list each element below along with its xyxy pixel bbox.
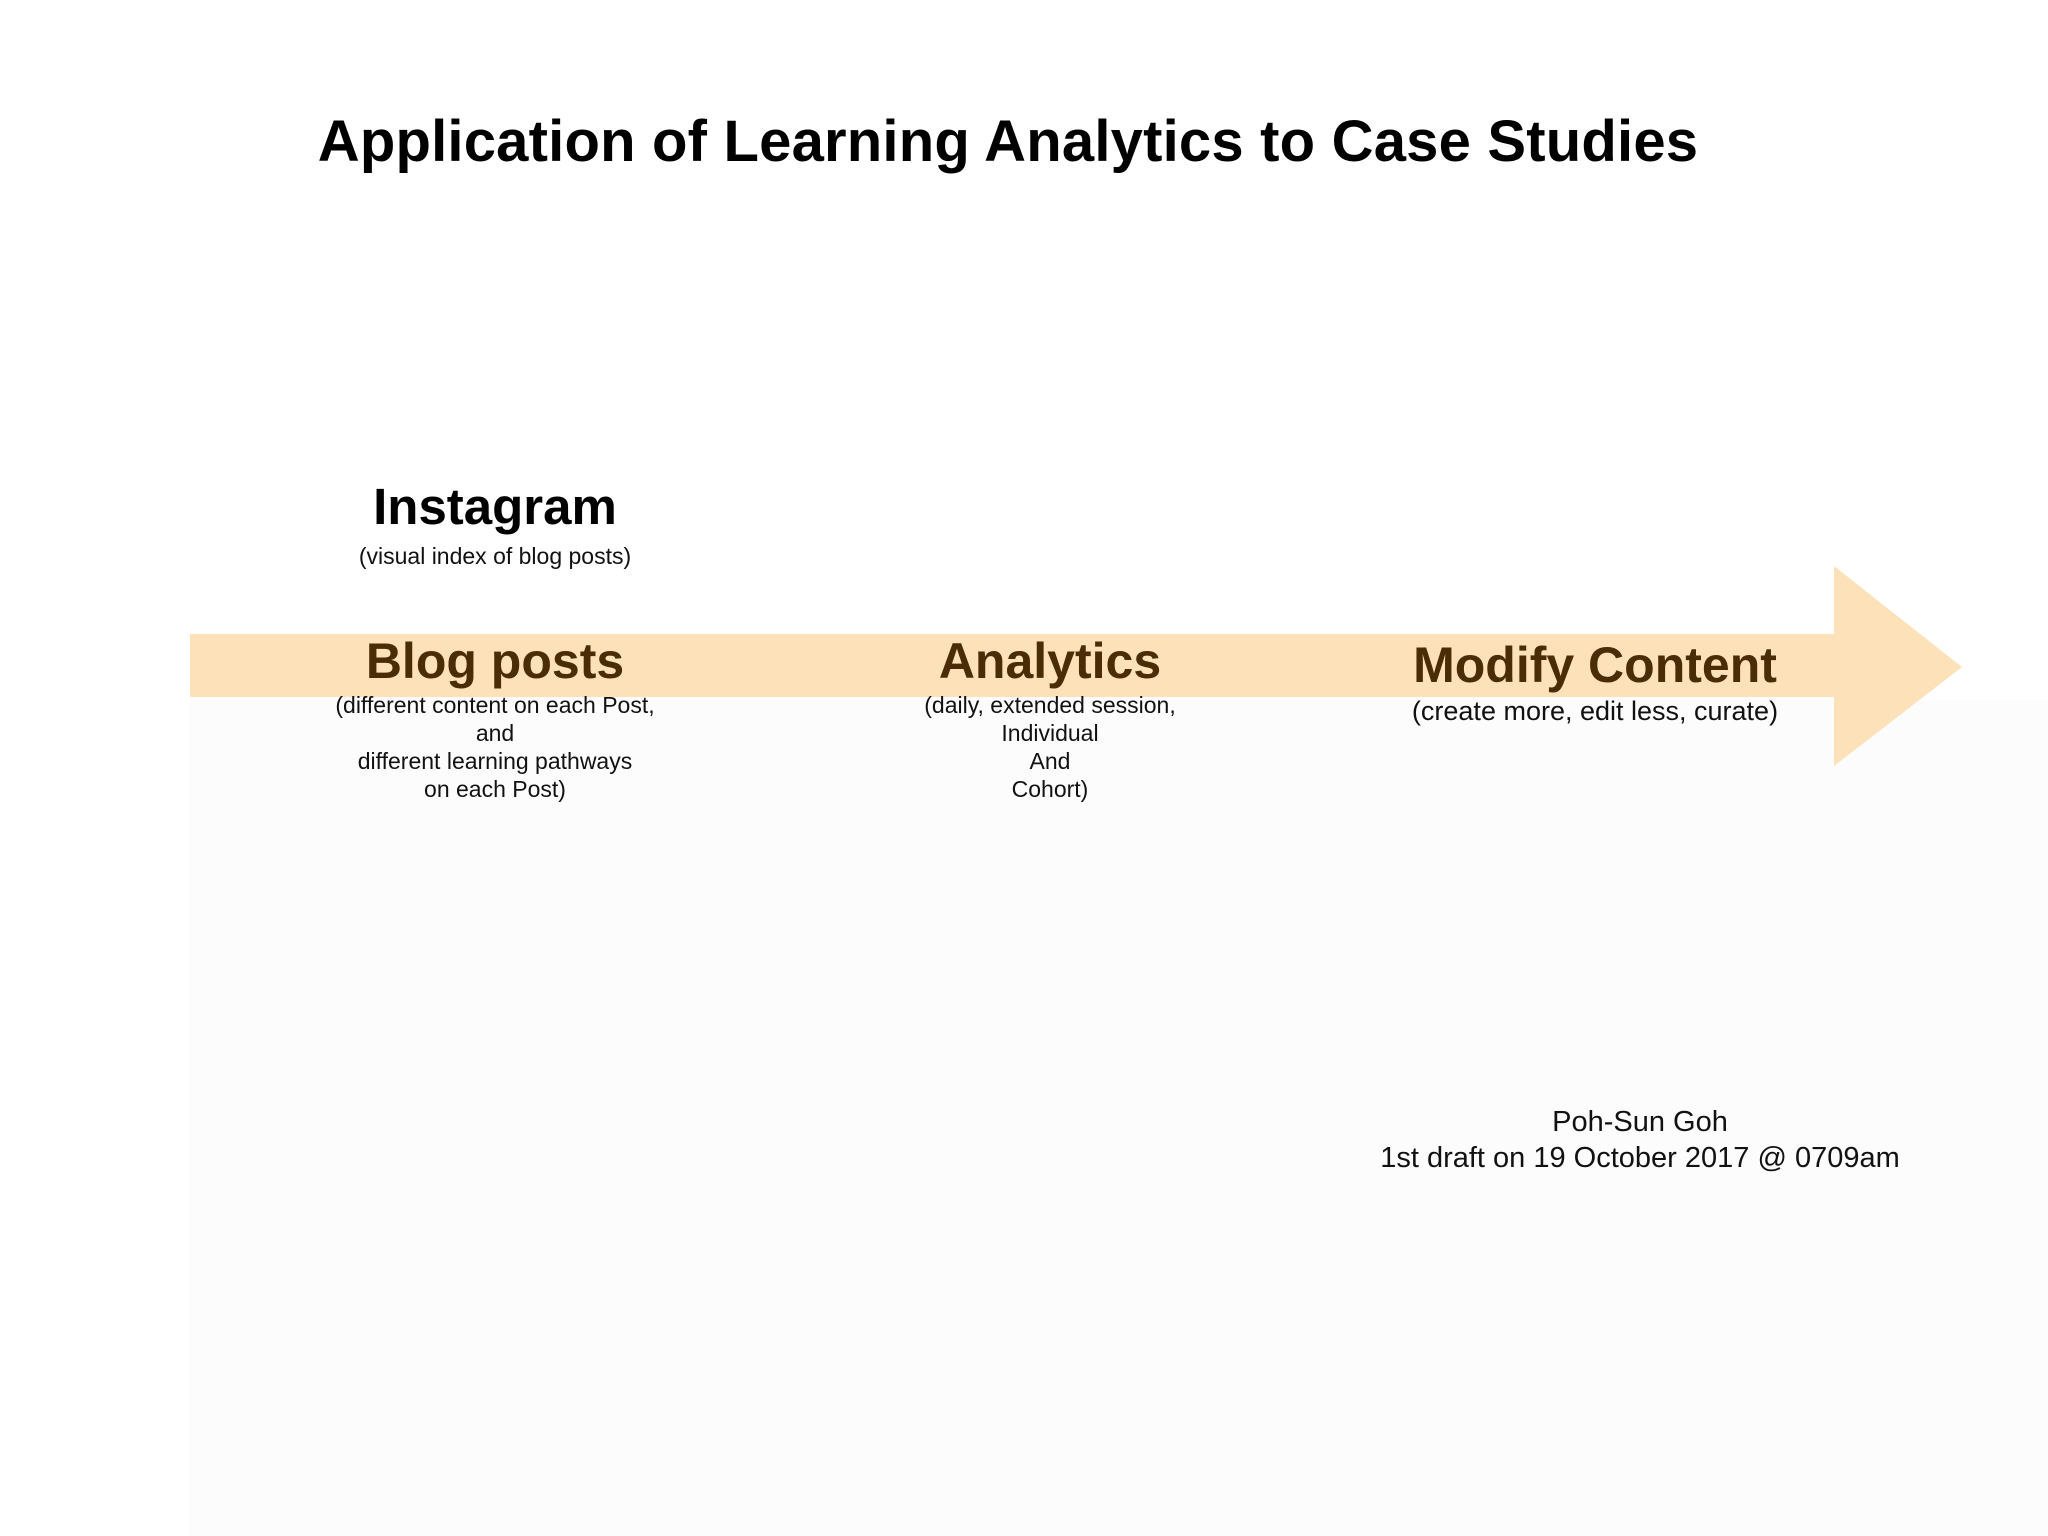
analytics-title: Analytics: [938, 633, 1162, 689]
analytics-subtitle: (daily, extended session, Individual And Cohort): [924, 692, 1176, 802]
modify-content-title: Modify Content: [1413, 637, 1777, 693]
page-title: Application of Learning Analytics to Case Studies: [317, 109, 1699, 174]
instagram-title: Instagram: [373, 478, 617, 535]
credit-block: [1340, 1104, 1940, 1176]
blog-posts-node: [300, 633, 690, 803]
modify-content-subtitle: (create more, edit less, curate): [1411, 696, 1779, 726]
analytics-node: [880, 633, 1220, 803]
modify-content-node: [1370, 637, 1820, 727]
instagram-subtitle: (visual index of blog posts): [358, 543, 632, 569]
draft-date: 1st draft on 19 October 2017 @ 0709am: [1380, 1142, 1900, 1174]
instagram-node: [340, 478, 650, 570]
blog-posts-subtitle: (different content on each Post, and different learning pathways on each Post): [335, 692, 655, 802]
author-name: Poh-Sun Goh: [1552, 1106, 1728, 1138]
blog-posts-title: Blog posts: [365, 633, 625, 689]
